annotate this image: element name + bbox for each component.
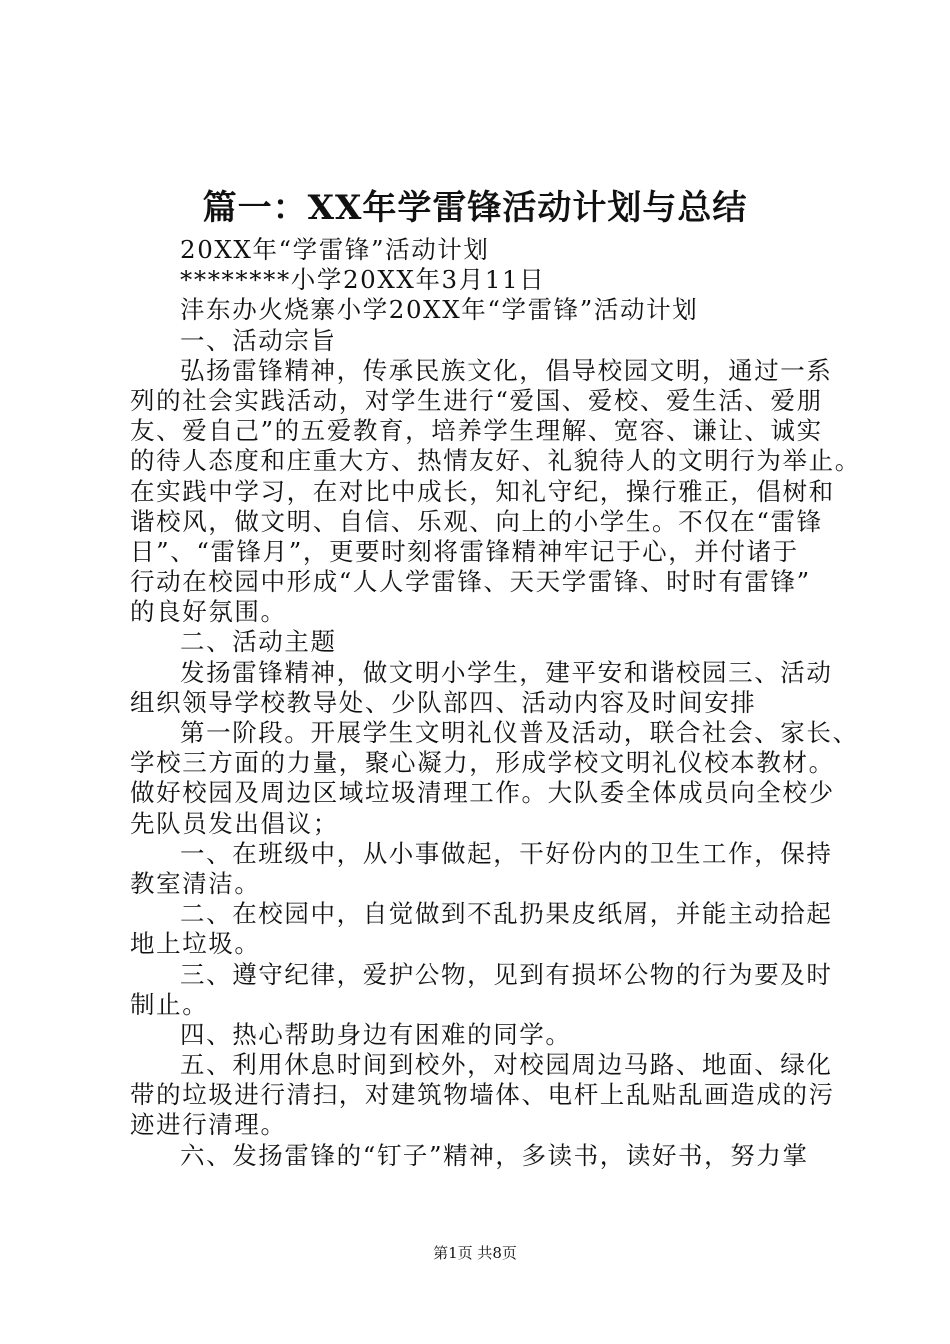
body-line: 行动在校园中形成“人人学雷锋、天天学雷锋、时时有雷锋” bbox=[130, 567, 811, 597]
body-line: 第一阶段。开展学生文明礼仪普及活动，联合社会、家长、 bbox=[180, 718, 859, 747]
body-line: 先队员发出倡议； bbox=[130, 808, 339, 838]
body-line: 迹进行清理。 bbox=[130, 1110, 287, 1140]
document-title: 篇一：XX年学雷锋活动计划与总结 bbox=[202, 188, 748, 228]
body-line: 列的社会实践活动，对学生进行“爱国、爱校、爱生活、爱朋 bbox=[130, 385, 823, 415]
body-line: 发扬雷锋精神，做文明小学生，建平安和谐校园三、活动 bbox=[180, 657, 833, 687]
body-line: 教室清洁。 bbox=[130, 868, 261, 898]
page-footer: 第1页 共8页 bbox=[433, 1244, 517, 1262]
body-line: ********小学20XX年3月11日 bbox=[180, 265, 546, 295]
body-line: 做好校园及周边区域垃圾清理工作。大队委全体成员向全校少 bbox=[130, 778, 835, 808]
body-line: 二、活动主题 bbox=[180, 627, 337, 657]
body-line: 一、在班级中，从小事做起，干好份内的卫生工作，保持 bbox=[180, 838, 833, 868]
body-line: 制止。 bbox=[130, 989, 209, 1019]
body-line: 四、热心帮助身边有困难的同学。 bbox=[180, 1019, 572, 1049]
document-body bbox=[130, 235, 861, 1171]
body-line: 六、发扬雷锋的“钉子”精神，多读书，读好书，努力掌 bbox=[180, 1140, 809, 1170]
body-line: 二、在校园中，自觉做到不乱扔果皮纸屑，并能主动拾起 bbox=[180, 899, 833, 929]
body-line: 沣东办火烧寨小学20XX年“学雷锋”活动计划 bbox=[180, 295, 699, 325]
body-line: 20XX年“学雷锋”活动计划 bbox=[180, 235, 490, 264]
body-line: 五、利用休息时间到校外，对校园周边马路、地面、绿化 bbox=[180, 1050, 833, 1080]
body-line: 日”、“雷锋月”，更要时刻将雷锋精神牢记于心，并付诸于 bbox=[130, 536, 799, 566]
body-line: 的良好氛围。 bbox=[130, 597, 287, 627]
body-line: 地上垃圾。 bbox=[130, 929, 261, 959]
body-line: 弘扬雷锋精神，传承民族文化，倡导校园文明，通过一系 bbox=[180, 355, 833, 385]
body-line: 学校三方面的力量，聚心凝力，形成学校文明礼仪校本教材。 bbox=[130, 748, 835, 778]
body-line: 带的垃圾进行清扫，对建筑物墙体、电杆上乱贴乱画造成的污 bbox=[130, 1080, 835, 1110]
body-line: 谐校风，做文明、自信、乐观、向上的小学生。不仅在“雷锋 bbox=[130, 506, 823, 536]
body-line: 的待人态度和庄重大方、热情友好、礼貌待人的文明行为举止。 bbox=[130, 446, 861, 476]
body-line: 友、爱自己”的五爱教育，培养学生理解、宽容、谦让、诚实 bbox=[130, 416, 823, 446]
body-line: 在实践中学习，在对比中成长，知礼守纪，操行雅正，倡树和 bbox=[130, 476, 835, 506]
body-line: 一、活动宗旨 bbox=[180, 325, 337, 355]
body-line: 组织领导学校教导处、少队部四、活动内容及时间安排 bbox=[130, 687, 757, 717]
body-line: 三、遵守纪律，爱护公物，见到有损坏公物的行为要及时 bbox=[180, 959, 833, 989]
